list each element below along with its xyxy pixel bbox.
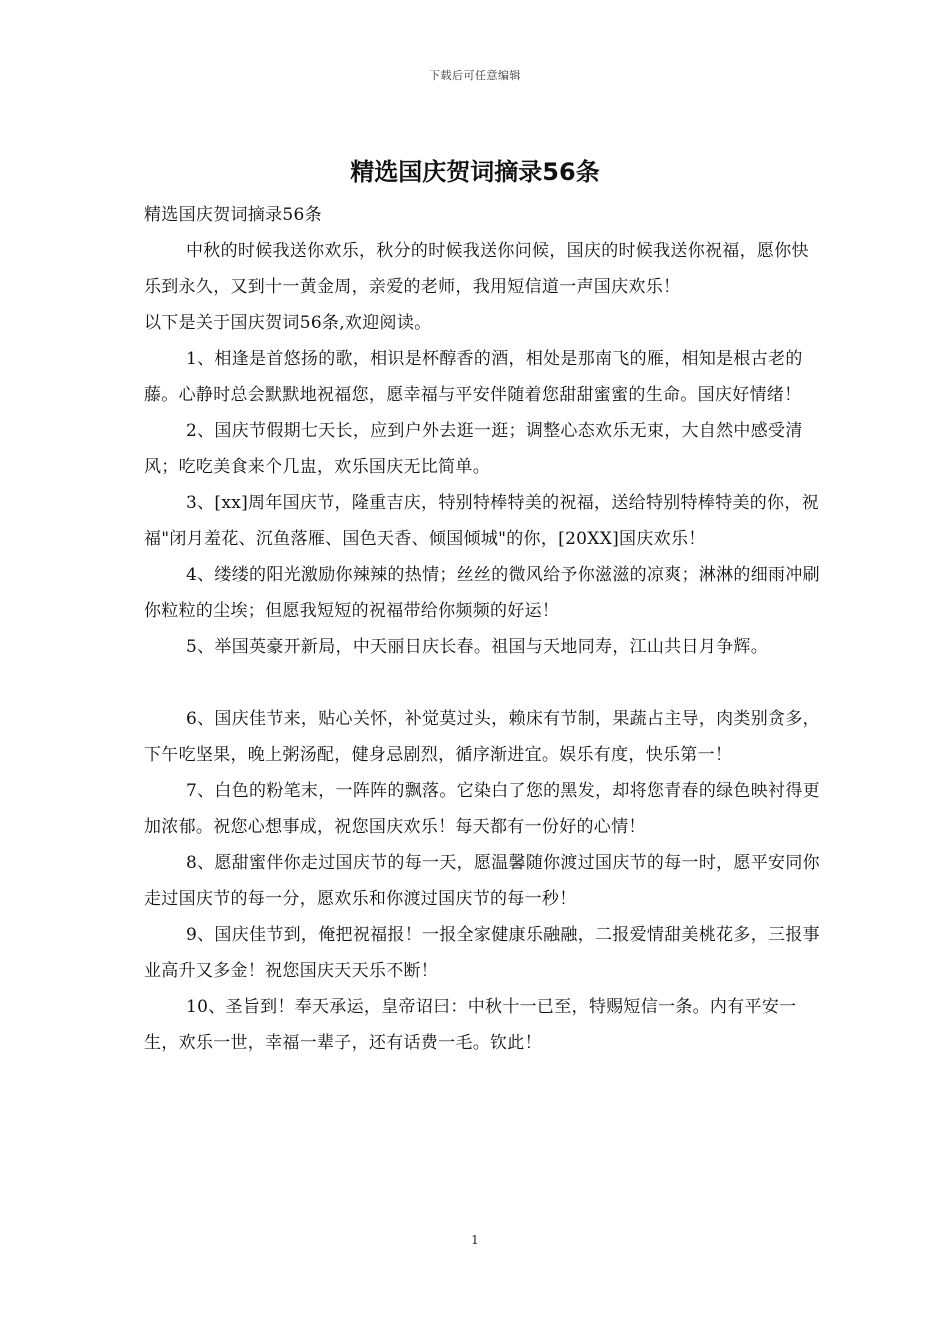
lead-paragraph: 以下是关于国庆贺词56条,欢迎阅读。 [144,313,432,333]
list-item: 5、举国英豪开新局，中天丽日庆长春。祖国与天地同寿，江山共日月争辉。 [186,637,769,657]
paragraph-gap [144,665,824,701]
list-item: 1、相逢是首悠扬的歌，相识是杯醇香的酒，相处是那南飞的雁，相知是根古老的藤。心静时总会默默地祝福您，愿幸福与平安伴随着您甜甜蜜蜜的生命。国庆好情绪！ [144,349,803,405]
header-note: 下载后可任意编辑 [429,69,521,82]
document-subtitle: 精选国庆贺词摘录56条 [144,205,322,225]
list-item: 2、国庆节假期七天长，应到户外去逛一逛；调整心态欢乐无束，大自然中感受清风；吃吃美食来个几盅，欢乐国庆无比简单。 [144,421,803,477]
list-item: 7、白色的粉笔末，一阵阵的飘落。它染白了您的黑发，却将您青春的绿色映衬得更加浓郁。祝您心想事成，祝您国庆欢乐！每天都有一份好的心情！ [144,781,820,837]
list-item: 8、愿甜蜜伴你走过国庆节的每一天，愿温馨随你渡过国庆节的每一时，愿平安同你走过国庆节的每一分，愿欢乐和你渡过国庆节的每一秒！ [144,853,820,909]
document-title: 精选国庆贺词摘录56条 [350,158,600,186]
list-item: 10、圣旨到！奉天承运，皇帝诏曰：中秋十一已至，特赐短信一条。内有平安一生，欢乐一世，幸福一辈子，还有话费一毛。钦此！ [144,997,797,1053]
document-body [144,197,824,1061]
list-item: 6、国庆佳节来，贴心关怀，补觉莫过头，赖床有节制，果蔬占主导，肉类别贪多，下午吃坚果，晚上粥汤配，健身忌剧烈，循序渐进宜。娱乐有度，快乐第一！ [144,709,820,765]
list-item: 9、国庆佳节到，俺把祝福报！一报全家健康乐融融，二报爱情甜美桃花多，三报事业高升又多金！祝您国庆天天乐不断！ [144,925,820,981]
page-number: 1 [471,1233,479,1247]
list-item: 4、缕缕的阳光激励你辣辣的热情；丝丝的微风给予你滋滋的凉爽；淋淋的细雨冲刷你粒粒的尘埃；但愿我短短的祝福带给你频频的好运！ [144,565,820,621]
intro-paragraph: 中秋的时候我送你欢乐，秋分的时候我送你问候，国庆的时候我送你祝福，愿你快乐到永久，又到十一黄金周，亲爱的老师，我用短信道一声国庆欢乐！ [144,241,809,297]
list-item: 3、[xx]周年国庆节，隆重吉庆，特别特棒特美的祝福，送给特别特棒特美的你，祝福"闭月羞花、沉鱼落雁、国色天香、倾国倾城"的你，[20XX]国庆欢乐！ [144,493,819,549]
